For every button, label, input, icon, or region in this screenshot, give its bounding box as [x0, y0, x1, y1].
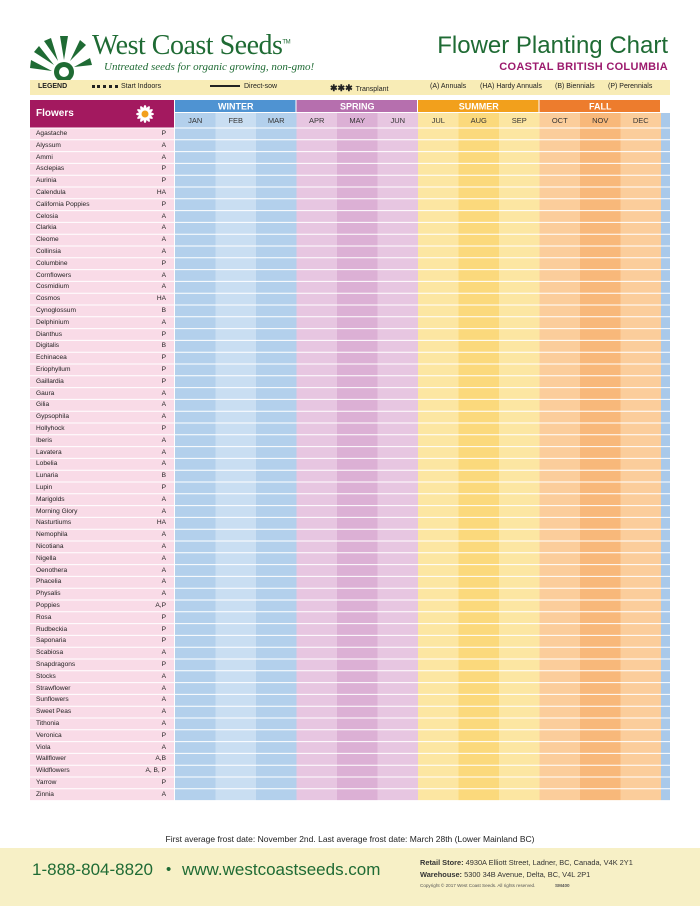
flower-name: Scabiosa — [36, 649, 64, 657]
footer — [0, 848, 700, 906]
flower-name: Nemophila — [36, 531, 68, 539]
page-title: Flower Planting Chart — [437, 32, 668, 59]
flower-type-code: P — [161, 259, 166, 267]
flower-row-label — [30, 199, 174, 211]
flower-row-label — [30, 423, 174, 435]
brand-name: West Coast Seeds™ — [92, 30, 291, 61]
flower-name: Calendula — [36, 189, 66, 196]
flower-row-label — [30, 458, 174, 470]
month-column — [621, 113, 662, 801]
legend-direct-sow: Direct-sow — [210, 83, 277, 90]
flower-row-label — [30, 624, 174, 636]
month-label: DEC — [632, 116, 649, 125]
copyright: Copyright © 2017 West Coast Seeds. All rights reserved. — [420, 883, 536, 888]
flower-name: Celosia — [36, 212, 58, 220]
flower-row-label — [30, 647, 174, 659]
flower-type-code: P — [161, 661, 166, 668]
flower-type-code: A — [161, 578, 166, 586]
flower-name: Gaura — [36, 389, 55, 397]
flower-row-label — [30, 435, 174, 447]
flower-name: Lupin — [36, 484, 53, 491]
flower-type-code: A — [161, 271, 166, 279]
flower-row-label — [30, 671, 174, 683]
flower-name: California Poppies — [36, 200, 90, 208]
flower-name: Alyssum — [36, 141, 61, 149]
legend-start-indoors: Start Indoors — [92, 83, 161, 90]
flower-row-label — [30, 612, 174, 624]
retail-address: Retail Store: 4930A Elliott Street, Ladner, BC, Canada, V4K 2Y1 — [420, 858, 633, 867]
flower-name: Columbine — [36, 259, 68, 267]
flower-name: Marigolds — [36, 495, 65, 503]
flower-row-label — [30, 340, 174, 352]
flower-name: Cleome — [36, 236, 59, 244]
flower-row-label — [30, 683, 174, 695]
flower-row-label — [30, 742, 174, 754]
month-label: MAR — [267, 116, 285, 125]
flower-name: Echinacea — [36, 354, 67, 362]
flower-type-code: P — [161, 200, 166, 208]
flower-type-code: A — [161, 389, 166, 397]
legend-biennials: (B) Biennials — [555, 83, 595, 90]
flower-row-label — [30, 765, 174, 777]
flower-type-code: P — [161, 484, 166, 491]
month-label: JUN — [390, 116, 406, 125]
flower-row-label — [30, 234, 174, 246]
flower-type-code: A — [161, 236, 166, 244]
flower-type-code: P — [161, 165, 166, 173]
flower-type-code: A — [161, 318, 166, 326]
flower-name: Rudbeckia — [36, 625, 68, 633]
flower-type-code: A — [161, 460, 166, 468]
frost-dates-note: First average frost date: November 2nd. Last average frost date: March 28th (Lower Mainland BC) — [165, 834, 535, 844]
flower-type-code: A,P — [155, 602, 166, 609]
flower-name: Yarrow — [36, 779, 57, 786]
month-column — [297, 113, 338, 801]
flower-type-code: A — [161, 283, 166, 291]
flower-type-code: A — [161, 790, 166, 798]
legend-perennials: (P) Perennials — [608, 83, 653, 90]
flower-row-label — [30, 730, 174, 742]
flower-type-code: P — [161, 625, 166, 633]
month-column — [216, 113, 257, 801]
flower-name: Tithonia — [36, 720, 60, 727]
flower-name: Wildflowers — [36, 767, 70, 775]
flower-name: Cosmidium — [36, 283, 69, 291]
flower-row-label — [30, 281, 174, 293]
flower-type-code: A — [161, 566, 166, 574]
flower-row-label — [30, 565, 174, 577]
flower-name: Saponaria — [36, 637, 67, 645]
flower-type-code: P — [161, 354, 166, 362]
flower-row-label — [30, 187, 174, 199]
flower-type-code: P — [161, 330, 166, 338]
flower-type-code: A — [161, 649, 166, 657]
flower-type-code: A — [161, 743, 166, 751]
flower-row-label — [30, 600, 174, 612]
flower-row-label — [30, 305, 174, 317]
flower-type-code: A — [161, 495, 166, 503]
flower-name: Asclepias — [36, 165, 65, 173]
flower-name: Sunflowers — [36, 696, 69, 704]
page-subtitle: COASTAL BRITISH COLUMBIA — [499, 61, 668, 73]
flower-name: Veronica — [36, 731, 62, 739]
month-column — [378, 113, 419, 801]
flower-type-code: A — [161, 554, 166, 562]
sku: SM400 — [555, 883, 570, 888]
flower-name: Viola — [36, 743, 51, 751]
flower-name: Phacelia — [36, 578, 62, 586]
flower-name: Lavatera — [36, 448, 62, 456]
flower-name: Morning Glory — [36, 507, 78, 515]
flower-row-label — [30, 753, 174, 765]
edge-strip — [661, 113, 670, 801]
flower-row-label — [30, 789, 174, 801]
flower-type-code: A, B, P — [145, 767, 166, 775]
flower-type-code: A — [161, 448, 166, 456]
month-label: AUG — [470, 116, 487, 125]
flower-row-label — [30, 706, 174, 718]
month-label: FEB — [228, 116, 244, 125]
flower-row-label — [30, 494, 174, 506]
flower-name: Nicotiana — [36, 543, 64, 550]
flower-row-label — [30, 659, 174, 671]
legend-transplant: ✱✱✱ Transplant — [330, 83, 389, 93]
flower-name: Oenothera — [36, 566, 68, 574]
flower-name: Hollyhock — [36, 425, 65, 432]
flower-name: Eriophyllum — [36, 366, 71, 373]
flower-type-code: B — [161, 342, 166, 350]
month-label: JUL — [431, 116, 445, 125]
flower-name: Ammi — [36, 153, 53, 161]
flower-type-code: A — [161, 436, 166, 444]
flower-type-code: P — [161, 377, 166, 385]
flower-name: Gaillardia — [36, 377, 64, 385]
flower-name: Iberis — [36, 436, 53, 444]
flower-name: Clarkia — [36, 224, 57, 232]
flower-name: Zinnia — [36, 790, 54, 798]
flower-type-code: P — [161, 366, 166, 373]
website-link[interactable]: www.westcoastseeds.com — [182, 860, 381, 879]
flower-type-code: B — [161, 307, 166, 314]
phone-number[interactable]: 1-888-804-8820 — [32, 860, 153, 879]
flower-type-code: A — [161, 248, 166, 255]
flower-type-code: P — [161, 731, 166, 739]
flower-type-code: A — [161, 413, 166, 421]
flower-row-label — [30, 588, 174, 600]
flower-type-code: P — [161, 177, 166, 185]
flower-row-label — [30, 175, 174, 187]
flower-type-code: P — [161, 779, 166, 786]
flower-row-label — [30, 163, 174, 175]
flower-row-label — [30, 222, 174, 234]
flower-row-label — [30, 388, 174, 400]
warehouse-address: Warehouse: 5300 34B Avenue, Delta, BC, V4L 2P1 — [420, 870, 591, 879]
flower-row-label — [30, 529, 174, 541]
flower-type-code: HA — [156, 519, 166, 527]
transplant-symbol-icon: ✱✱✱ — [330, 83, 353, 93]
flower-type-code: B — [161, 472, 166, 480]
flower-row-label — [30, 517, 174, 529]
month-label: SEP — [511, 116, 527, 125]
flower-row-label — [30, 777, 174, 789]
flower-row-label — [30, 140, 174, 152]
flower-name: Snapdragons — [36, 661, 76, 668]
flower-row-label — [30, 352, 174, 364]
flower-name: Dianthus — [36, 330, 63, 338]
flower-row-label — [30, 694, 174, 706]
flower-name: Collinsia — [36, 248, 61, 255]
flower-row-label — [30, 329, 174, 341]
separator-bullet: • — [166, 861, 172, 878]
flower-type-code: P — [161, 613, 166, 621]
flower-type-code: A — [161, 212, 166, 220]
month-label: OCT — [551, 116, 568, 125]
flower-name: Agastache — [36, 130, 68, 137]
season-label: FALL — [589, 101, 612, 112]
season-label: SUMMER — [458, 101, 499, 112]
flower-name: Cynoglossum — [36, 307, 76, 314]
flower-row-label — [30, 364, 174, 376]
flower-type-code: A — [161, 720, 166, 727]
trademark: TM — [282, 39, 291, 46]
flower-row-label — [30, 246, 174, 258]
flower-name: Gypsophila — [36, 413, 69, 421]
flower-row-label — [30, 152, 174, 164]
flower-type-code: HA — [156, 189, 166, 196]
flower-type-code: A — [161, 696, 166, 704]
flower-name: Physalis — [36, 590, 61, 598]
legend-hardy-annuals: (HA) Hardy Annuals — [480, 83, 542, 90]
flower-row-label — [30, 576, 174, 588]
brand-tagline: Untreated seeds for organic growing, non-gmo! — [104, 61, 315, 73]
flower-row-label — [30, 399, 174, 411]
flower-name: Delphinium — [36, 318, 69, 326]
flower-name: Lunaria — [36, 472, 58, 480]
flower-row-label — [30, 211, 174, 223]
flower-row-label — [30, 293, 174, 305]
legend-title: LEGEND — [38, 83, 68, 90]
flower-row-label — [30, 506, 174, 518]
flower-name: Lobelia — [36, 460, 58, 468]
month-column — [418, 113, 459, 801]
flower-row-label — [30, 718, 174, 730]
month-label: JAN — [188, 116, 203, 125]
flower-name: Sweet Peas — [36, 708, 72, 716]
month-label: NOV — [592, 116, 609, 125]
flower-name: Poppies — [36, 602, 60, 609]
flower-name: Rosa — [36, 613, 52, 621]
flower-row-label — [30, 258, 174, 270]
flower-type-code: P — [161, 425, 166, 432]
flower-name: Stocks — [36, 672, 56, 680]
flower-name: Aurinia — [36, 177, 57, 185]
month-column — [459, 113, 500, 801]
flower-name: Gilia — [36, 401, 50, 409]
flower-type-code: A — [161, 224, 166, 232]
flower-name: Cosmos — [36, 295, 61, 303]
flower-row-label — [30, 270, 174, 282]
season-label: SPRING — [339, 101, 375, 112]
flower-row-label — [30, 317, 174, 329]
legend-annuals: (A) Annuals — [430, 83, 467, 90]
flower-row-label — [30, 482, 174, 494]
flower-type-code: A — [161, 141, 166, 149]
month-column — [540, 113, 581, 801]
month-column — [256, 113, 297, 801]
flower-name: Nigella — [36, 554, 57, 562]
flower-type-code: A — [161, 684, 166, 692]
month-column — [499, 113, 540, 801]
flower-type-code: A — [161, 153, 166, 161]
flower-row-label — [30, 128, 174, 140]
month-label: MAY — [349, 116, 366, 125]
month-column — [580, 113, 621, 801]
flower-type-code: A — [161, 590, 166, 598]
flower-row-label — [30, 411, 174, 423]
flowers-heading: Flowers — [30, 100, 174, 128]
flower-row-label — [30, 541, 174, 553]
flower-type-code: A — [161, 672, 166, 680]
season-label: WINTER — [218, 101, 254, 112]
flower-type-code: A — [161, 401, 166, 409]
flower-row-label — [30, 470, 174, 482]
flower-type-code: P — [161, 130, 166, 137]
flower-name: Wallflower — [36, 755, 67, 763]
flower-type-code: HA — [156, 295, 166, 303]
flower-name: Strawflower — [36, 684, 71, 692]
flower-row-label — [30, 553, 174, 565]
flower-row-label — [30, 376, 174, 388]
flower-row-label — [30, 447, 174, 459]
flower-row-label — [30, 635, 174, 647]
flower-type-code: P — [161, 637, 166, 645]
month-column — [175, 113, 216, 801]
month-column — [337, 113, 378, 801]
flower-type-code: A — [161, 531, 166, 539]
flower-name: Cornflowers — [36, 271, 72, 279]
flower-type-code: A — [161, 708, 166, 716]
flower-type-code: A,B — [155, 755, 166, 763]
flower-name: Digitalis — [36, 342, 60, 350]
month-label: APR — [309, 116, 325, 125]
flower-type-code: A — [161, 543, 166, 550]
flower-name: Nasturtiums — [36, 519, 72, 527]
flower-type-code: A — [161, 507, 166, 515]
